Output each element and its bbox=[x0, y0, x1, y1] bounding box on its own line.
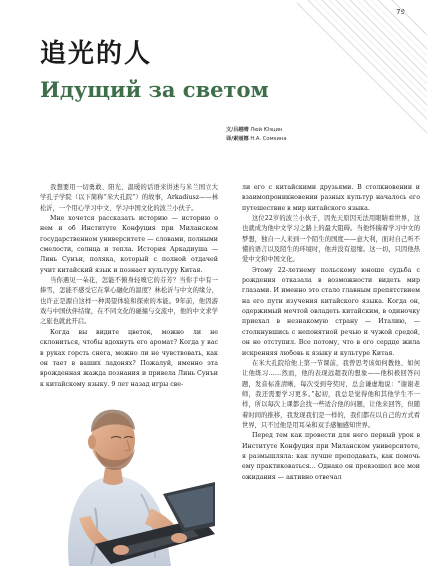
article-column-right bbox=[242, 183, 420, 483]
title-chinese: 追光的人 bbox=[40, 39, 153, 69]
author-credit bbox=[226, 126, 416, 135]
paragraph-ru-continued: ли его с китайскими друзьями. В столкновении и взаимопроникновении разных культур началось его путешествие в мир китайского языка. bbox=[242, 184, 420, 212]
page-number: 79 bbox=[396, 8, 405, 16]
article-column-left bbox=[40, 183, 218, 390]
author-label: 文/吕越晴 bbox=[226, 127, 249, 133]
translator-label: 译/索丽娜 bbox=[226, 136, 249, 142]
title-russian: Идущий за светом bbox=[40, 77, 269, 102]
author-name: Люй Юэцин bbox=[250, 127, 283, 133]
credits bbox=[226, 126, 416, 144]
paragraph-zh-2: 当你遇见一朵花，怎能不俯身轻嗅它的芬芳？当你手中有一捧雪，怎能不感受它在掌心融化的温度？林松沂与中文的缘分，也许正是源自这样一种渴望体验和探索的本能。9年前，他因游戏与中国伙伴结缘，在不同文化的碰撞与交流中，他的中文求学之旅也就此开启。 bbox=[40, 277, 218, 326]
paragraph-zh-3: 这位22岁的波兰小伙子，因先天原因无法用眼睛看世界，这也就成为他中文学习之路上的最大阻碍。当他怀揣着学习中文的梦想，独自一人来到一个陌生的国度——意大利，面对自己听不懂的语言以及陌生的环境时，他并没有退缩。这一切，只因他热爱中文和中国文化。 bbox=[242, 215, 420, 264]
paragraph-ru-2: Когда вы видите цветок, можно ли не склониться, чтобы вдохнуть его аромат? Когда у вас в руках горсть снега, можно ли не чувствовать, как он тает в ваших ладонях? Пожалуй, именно эта врожденная жажда познания и привела Линь Сунъи к китайскому языку. 9 лет назад игры све- bbox=[40, 328, 218, 388]
translator-name: Н.А. Сомкина bbox=[250, 136, 287, 142]
paragraph-ru-3: Этому 22-летнему польскому юноше судьба с рождения отказала в возможности видеть мир глазами. И именно это стало главным препятствием на его пути изучения китайского языка. Когда он, одержимый мечтой овладеть китайским, в одиночку приехал в незнакомую страну — Италию, — столкнувшись с непонятной речью и чужой средой, он не отступил. Все потому, что в его сердце жила искренняя любовь к языку и культуре Китая. bbox=[242, 266, 420, 357]
translator-credit bbox=[226, 135, 416, 144]
paragraph-ru-4: Перед тем как провести для него первый урок в Институте Конфуция при Миланском университете, я размышляла: как лучше преподавать, как помочь ему практиковаться... Однако он превзошел все мои ожидания — активно отвечал bbox=[242, 432, 420, 481]
photo-young-man-with-laptop bbox=[55, 398, 215, 566]
paragraph-zh-1: 我想要用一切勇敢、阳光、温暖的话语来讲述与米兰国立大学孔子学院（以下简称“米大孔院”）的故事，Arkadiusz——林松沂，一个用心学习中文、学习中国文化的波兰小伙子。 bbox=[40, 184, 218, 212]
paragraph-ru-1: Мне хочется рассказать историю — историю о нем и об Институте Конфуция при Миланском государственном университете — словами, полными смелости, солнца и тепла. История Аркадиуша — Линь Сунъи, поляка, который с полной отдачей учит китайский язык и познает культуру Китая. bbox=[40, 215, 218, 274]
paragraph-zh-4: 在米大孔院给他上第一节课前，我曾思考该如何教他、如何让他练习……然而，他的表现远超我的想象——他积极回答问题，发音标准清晰，每次受到夸奖时，总会谦虚地说：“谢谢老师，我还需要学习更多。”起初，我总是觉得他和其他学生不一样，所以每次上课都会找一些适合他的问题，让他来回答，但随着时间的推移，我发现我们是一样的，我们都在以自己的方式看世界，只不过他是用耳朵和双手感触感知世界。 bbox=[242, 359, 420, 429]
